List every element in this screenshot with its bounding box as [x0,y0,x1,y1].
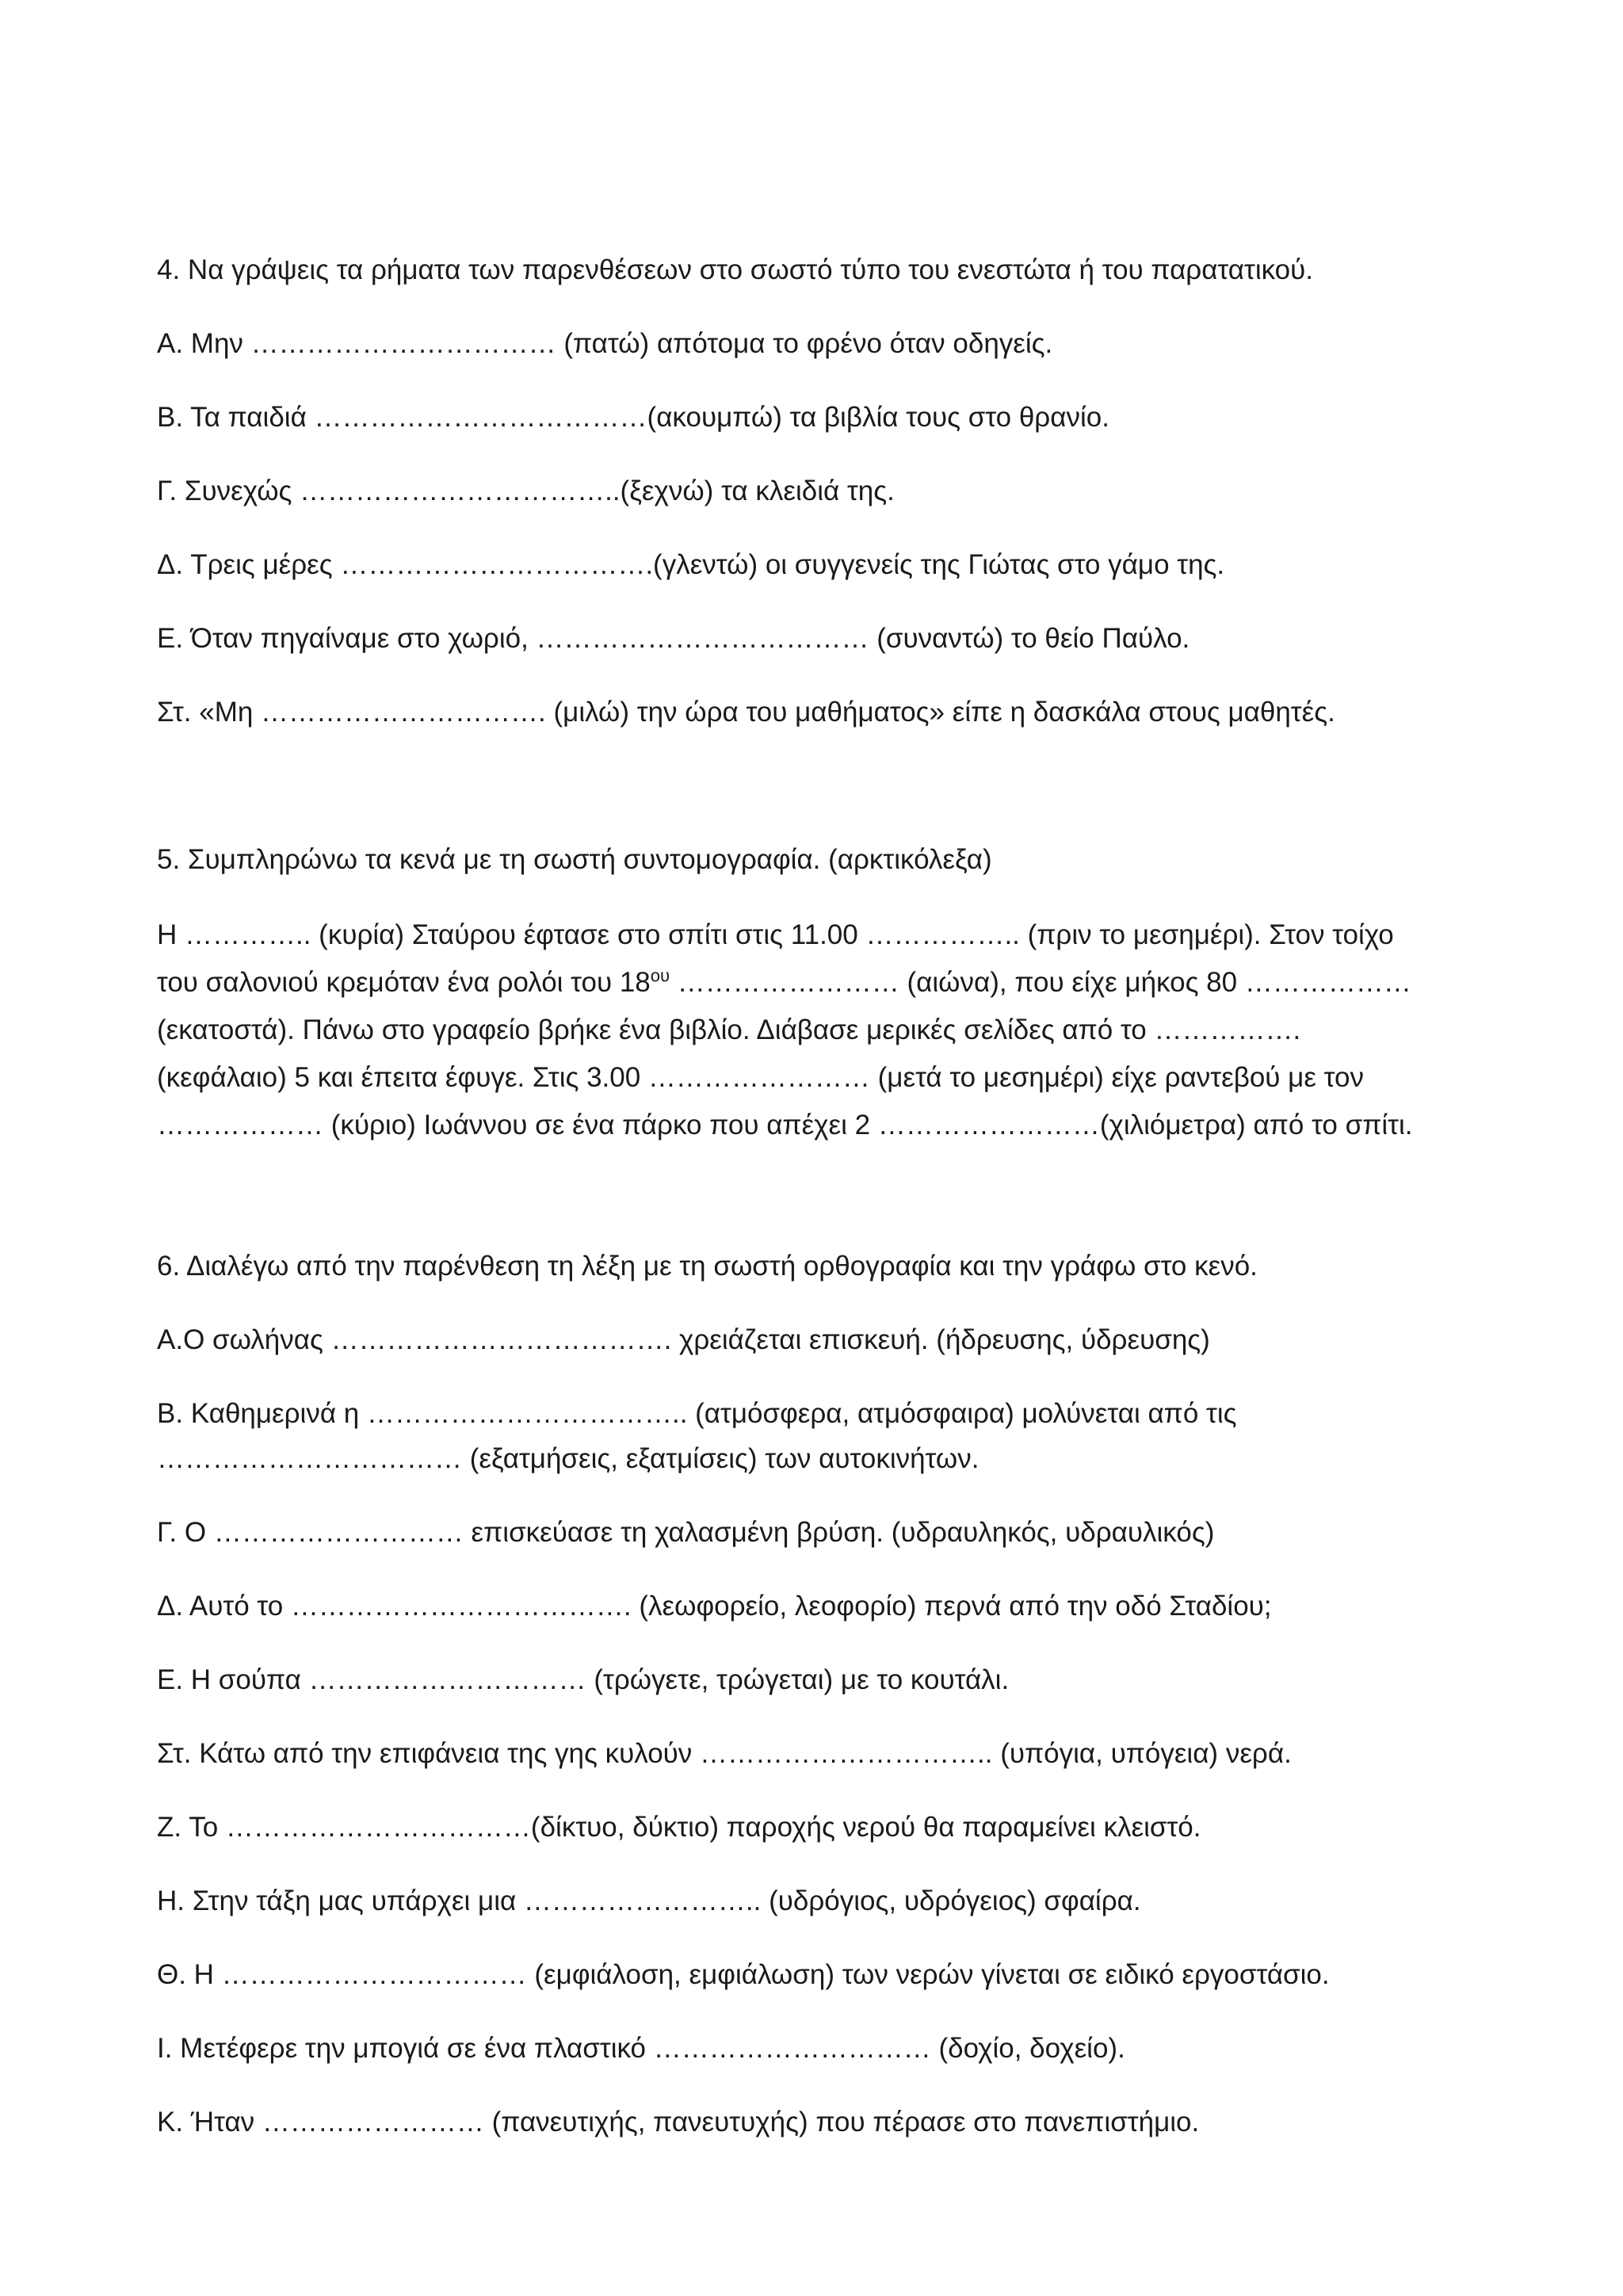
exercise-4-item-st: Στ. «Μη …………………………. (μιλώ) την ώρα του μαθήματος» είπε η δασκάλα στους μαθητές. [157,697,1335,728]
exercise-6-item-a: Α.Ο σωλήνας ………………………………. χρειάζεται επισκευή. (ήδρευσης, ύδρευσης) [157,1324,1210,1355]
exercise-6-item-h: Η. Στην τάξη μας υπάρχει μια …………………….. (υδρόγιος, υδρόγειος) σφαίρα. [157,1885,1141,1916]
exercise-6-item-g: Γ. Ο ……………………… επισκεύασε τη χαλασμένη βρύση. (υδραυληκός, υδραυλικός) [157,1517,1215,1548]
exercise-4-item-d: Δ. Τρεις μέρες …………………………….(γλεντώ) οι συγγενείς της Γιώτας στο γάμο της. [157,549,1225,580]
exercise-6-item-b-line-2: …………………………… (εξατμήσεις, εξατμίσεις) των αυτοκινήτων. [157,1443,980,1474]
exercise-6-item-d: Δ. Αυτό το ………………………………. (λεωφορείο, λεοφορίο) περνά από την οδό Σταδίου; [157,1591,1272,1622]
exercise-5-line-1: Η ………….. (κυρία) Σταύρου έφτασε στο σπίτι στις 11.00 …………….. (πριν το μεσημέρι). Στον τοίχο [157,919,1394,950]
exercise-6-title: 6. Διαλέγω από την παρένθεση τη λέξη με τη σωστή ορθογραφία και την γράφω στο κενό. [157,1251,1258,1282]
exercise-6-item-b-line-1: Β. Καθημερινά η …………………………….. (ατμόσφερα, ατμόσφαιρα) μολύνεται από τις [157,1398,1237,1429]
exercise-6-item-z: Ζ. Το ……………………………(δίκτυο, δύκτιο) παροχής νερού θα παραμείνει κλειστό. [157,1812,1201,1843]
exercise-6-item-st: Στ. Κάτω από την επιφάνεια της γης κυλούν ………………………….. (υπόγια, υπόγεια) νερά. [157,1738,1292,1769]
exercise-4-item-a: Α. Μην …………………………… (πατώ) απότομα το φρένο όταν οδηγείς. [157,328,1053,359]
exercise-5-line-2 [157,959,1457,1007]
exercise-4-item-b: Β. Τα παιδιά ………………………………(ακουμπώ) τα βιβλία τους στο θρανίο. [157,402,1109,433]
exercise-5-line-4: (κεφάλαιο) 5 και έπειτα έφυγε. Στις 3.00 …………………… (μετά το μεσημέρι) είχε ραντεβού με τον [157,1062,1364,1093]
exercise-5-paragraph [157,911,1457,1149]
exercise-6-item-e: Ε. Η σούπα ………………………… (τρώγετε, τρώγεται) με το κουτάλι. [157,1664,1010,1695]
exercise-4-item-c: Γ. Συνεχώς ……………………………..(ξεχνώ) τα κλειδιά της. [157,476,895,506]
exercise-6-item-th: Θ. Η …………………………… (εμφιάλοση, εμφιάλωση) των νερών γίνεται σε ειδικό εργοστάσιο. [157,1959,1330,1990]
exercise-5-line-2-end: …………………… (αιώνα), που είχε μήκος 80 ……………… [670,967,1411,998]
exercise-6-item-i: Ι. Μετέφερε την μπογιά σε ένα πλαστικό ………………………… (δοχίο, δοχείο). [157,2033,1125,2064]
exercise-5-title: 5. Συμπληρώνω τα κενά με τη σωστή συντομογραφία. (αρκτικόλεξα) [157,844,992,875]
exercise-5-line-3: (εκατοστά). Πάνω στο γραφείο βρήκε ένα βιβλίο. Διάβασε μερικές σελίδες από το ……………. [157,1014,1301,1045]
exercise-4-title: 4. Να γράψεις τα ρήματα των παρενθέσεων στο σωστό τύπο του ενεστώτα ή του παρατατικού. [157,254,1314,285]
superscript-ou: ου [650,965,670,986]
exercise-5-line-5: ……………… (κύριο) Ιωάννου σε ένα πάρκο που απέχει 2 ……………………(χιλιόμετρα) από το σπίτι. [157,1110,1413,1140]
exercise-5-line-2-start: του σαλονιού κρεμόταν ένα ρολόι του 18 [157,967,651,998]
exercise-6-item-k: Κ. Ήταν …………………… (πανευτιχής, πανευτυχής) που πέρασε στο πανεπιστήμιο. [157,2107,1200,2137]
exercise-4-item-e: Ε. Όταν πηγαίναμε στο χωριό, ……………………………… (συναντώ) το θείο Παύλο. [157,623,1190,654]
